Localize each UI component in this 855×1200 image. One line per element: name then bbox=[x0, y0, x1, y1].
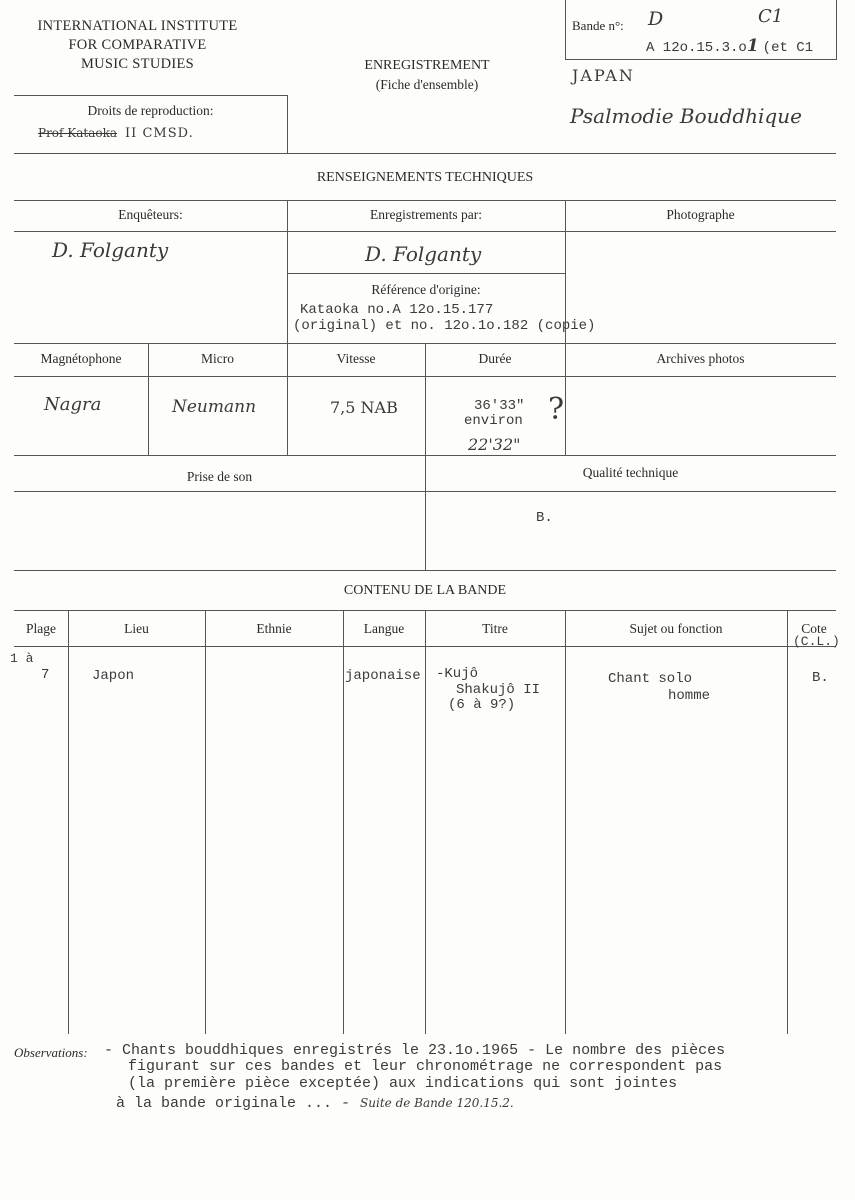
header-cote-sub: (C.L.) bbox=[793, 634, 840, 649]
duree-line-2: environ bbox=[464, 413, 523, 429]
row-plage-line-2: 7 bbox=[41, 667, 50, 683]
header-titre: Titre bbox=[482, 621, 508, 636]
row-lieu: Japon bbox=[92, 668, 135, 684]
qualite-value: B. bbox=[536, 510, 553, 526]
observations-line-1: - Chants bouddhiques enregistrés le 23.1o.1965 - Le nombre des pièces bbox=[104, 1042, 726, 1059]
header-langue: Langue bbox=[363, 621, 405, 636]
observations-line-2: figurant sur ces bandes et leur chronométrage ne correspondent pas bbox=[128, 1058, 723, 1075]
magneto-value: Nagra bbox=[44, 394, 102, 415]
observations-line-4-group bbox=[116, 1094, 514, 1112]
header-plage: Plage bbox=[26, 621, 56, 636]
observations-label: Observations: bbox=[14, 1045, 88, 1060]
prise-label: Prise de son bbox=[186, 469, 253, 484]
rule-tech-top bbox=[14, 200, 836, 201]
content-col-6 bbox=[787, 610, 788, 1034]
vitesse-value: 7,5 NAB bbox=[330, 398, 398, 417]
section-tech-title: RENSEIGNEMENTS TECHNIQUES bbox=[316, 170, 534, 185]
droits-value: II CMSD. bbox=[125, 126, 194, 141]
archives-label: Archives photos bbox=[656, 351, 745, 366]
duree-line-1: 36'33" bbox=[474, 398, 525, 414]
rule-prise-bottom bbox=[14, 570, 836, 571]
subject-title: Psalmodie Bouddhique bbox=[570, 104, 802, 128]
qualite-label: Qualité technique bbox=[582, 465, 679, 480]
enreg-par-label: Enregistrements par: bbox=[369, 207, 483, 222]
content-col-4 bbox=[425, 610, 426, 1034]
bande-code-hand: D bbox=[648, 8, 664, 30]
top-right-box-right bbox=[836, 0, 837, 60]
section-content-title: CONTENU DE LA BANDE bbox=[343, 583, 507, 598]
content-col-1 bbox=[68, 610, 69, 1034]
enqueteurs-value: D. Folganty bbox=[52, 238, 169, 262]
magneto-label: Magnétophone bbox=[40, 351, 122, 366]
row-titre-line-2: Shakujô II bbox=[456, 682, 541, 698]
droits-box-right bbox=[287, 95, 288, 154]
duree-label: Durée bbox=[478, 351, 512, 366]
duree-question-mark: ? bbox=[548, 392, 565, 427]
content-col-5 bbox=[565, 610, 566, 1034]
header-lieu: Lieu bbox=[124, 621, 149, 636]
reference-label: Référence d'origine: bbox=[371, 282, 481, 297]
droits-box-top bbox=[14, 95, 287, 96]
form-title: ENREGISTREMENT bbox=[364, 58, 490, 73]
row-sujet-line-1: Chant solo bbox=[608, 671, 693, 687]
observations-line-4-hand: Suite de Bande 120.15.2. bbox=[360, 1096, 514, 1110]
institute-line-3: MUSIC STUDIES bbox=[80, 56, 195, 72]
micro-label: Micro bbox=[201, 351, 234, 366]
subject-country: JAPAN bbox=[572, 66, 635, 85]
droits-values bbox=[38, 124, 194, 142]
rule-tech-headers bbox=[14, 231, 836, 232]
bande-code-typed: A 12o.15.3.o bbox=[646, 40, 747, 56]
institute-line-1: INTERNATIONAL INSTITUTE bbox=[37, 18, 238, 34]
header-sujet: Sujet ou fonction bbox=[629, 621, 723, 636]
enreg-par-value: D. Folganty bbox=[365, 242, 482, 266]
observations-line-3: (la première pièce exceptée) aux indications qui sont jointes bbox=[128, 1075, 678, 1092]
bande-code-typed-hand: 1 bbox=[746, 36, 759, 56]
content-col-2 bbox=[205, 610, 206, 1034]
top-right-box-left bbox=[565, 0, 566, 60]
row-titre-line-3: (6 à 9?) bbox=[448, 697, 516, 713]
droits-struck: Prof Kataoka bbox=[38, 126, 118, 140]
enqueteurs-label: Enquêteurs: bbox=[118, 207, 183, 222]
form-subtitle: (Fiche d'ensemble) bbox=[375, 77, 479, 92]
institute-line-2: FOR COMPARATIVE bbox=[68, 37, 207, 53]
reference-line-1: Kataoka no.A 12o.15.177 bbox=[300, 302, 494, 318]
bande-code-typed-rest: (et C1 bbox=[762, 40, 814, 56]
row-sujet-line-2: homme bbox=[668, 688, 711, 704]
row-titre-line-1: -Kujô bbox=[436, 666, 479, 682]
reference-line-2: (original) et no. 12o.1o.182 (copie) bbox=[293, 318, 596, 334]
rule-reference-top bbox=[287, 273, 565, 274]
header-ethnie: Ethnie bbox=[256, 621, 292, 636]
bande-code-hand-2: C1 bbox=[758, 6, 784, 27]
bande-label: Bande n°: bbox=[572, 18, 624, 33]
content-col-3 bbox=[343, 610, 344, 1034]
observations-line-4: à la bande originale ... - bbox=[116, 1095, 351, 1112]
row-cote: B. bbox=[812, 670, 829, 686]
row-langue: japonaise bbox=[345, 668, 421, 684]
vitesse-label: Vitesse bbox=[336, 351, 376, 366]
photographe-label: Photographe bbox=[666, 207, 735, 222]
header-cote: Cote bbox=[801, 621, 827, 636]
row-plage-line-1: 1 à bbox=[10, 651, 34, 666]
micro-value: Neumann bbox=[172, 397, 257, 417]
rule-header-bottom bbox=[14, 153, 836, 154]
droits-label: Droits de reproduction: bbox=[87, 103, 214, 118]
bande-code-typed-group bbox=[646, 36, 813, 56]
duree-hand: 22'32" bbox=[468, 435, 521, 454]
top-right-box-bottom bbox=[565, 59, 837, 60]
